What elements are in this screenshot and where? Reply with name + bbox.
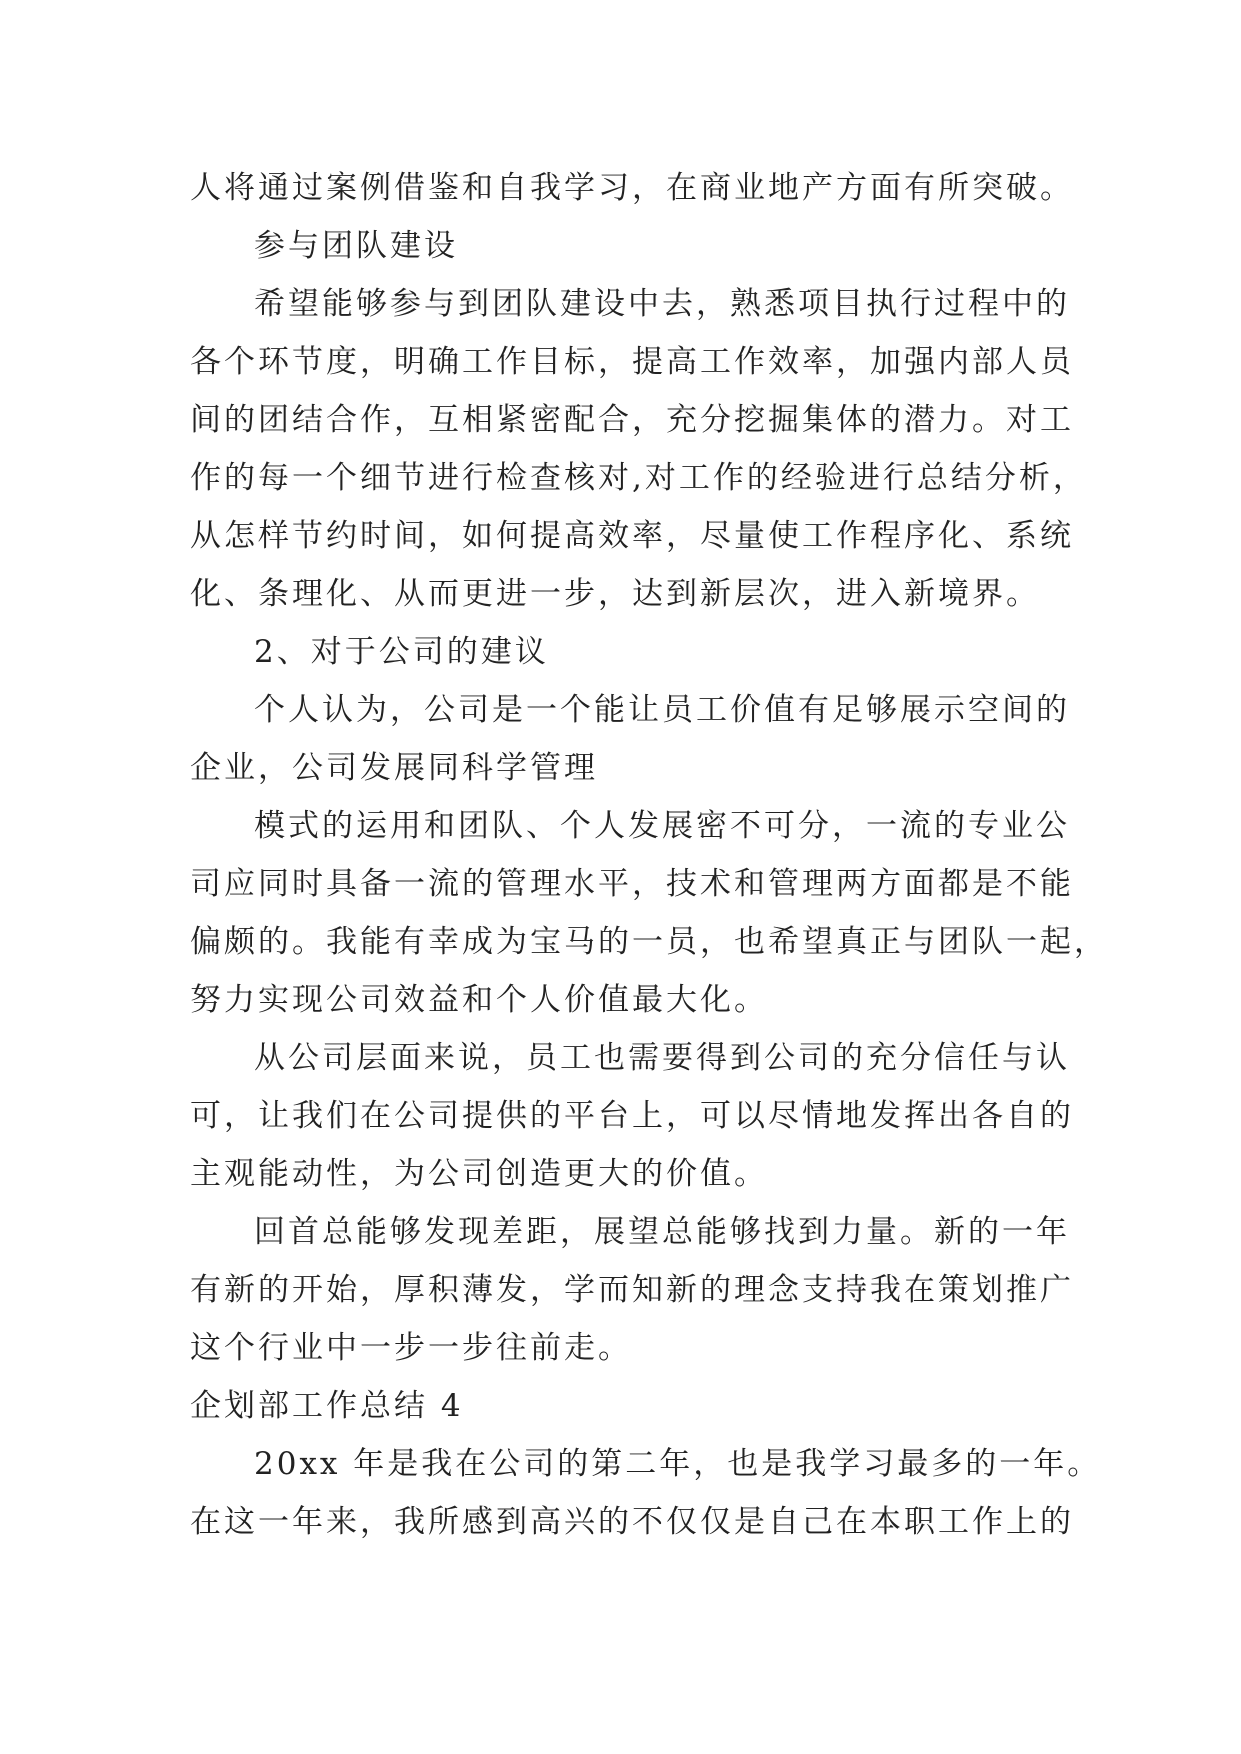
subheading: 参与团队建设 [254, 228, 458, 264]
body-text-line: 人将通过案例借鉴和自我学习，在商业地产方面有所突破。 [190, 170, 1074, 206]
body-text-line: 主观能动性，为公司创造更大的价值。 [190, 1156, 768, 1192]
body-text-line: 司应同时具备一流的管理水平，技术和管理两方面都是不能 [190, 866, 1074, 902]
body-text-line: 间的团结合作，互相紧密配合，充分挖掘集体的潜力。对工 [190, 402, 1074, 438]
subheading: 2、对于公司的建议 [254, 634, 549, 670]
body-text-line: 个人认为，公司是一个能让员工价值有足够展示空间的 [254, 692, 1070, 728]
body-text-line: 各个环节度，明确工作目标，提高工作效率，加强内部人员 [190, 344, 1074, 380]
body-text-line: 在这一年来，我所感到高兴的不仅仅是自己在本职工作上的 [190, 1504, 1074, 1540]
body-text-line: 回首总能够发现差距，展望总能够找到力量。新的一年 [254, 1214, 1070, 1250]
body-text-line: 模式的运用和团队、个人发展密不可分，一流的专业公 [254, 808, 1070, 844]
section-heading: 企划部工作总结 4 [190, 1388, 464, 1424]
body-text-line: 作的每一个细节进行检查核对,对工作的经验进行总结分析， [190, 460, 1087, 496]
body-text-line: 希望能够参与到团队建设中去，熟悉项目执行过程中的 [254, 286, 1070, 322]
body-text-line: 可，让我们在公司提供的平台上，可以尽情地发挥出各自的 [190, 1098, 1074, 1134]
body-text-line: 从怎样节约时间，如何提高效率，尽量使工作程序化、系统 [190, 518, 1074, 554]
body-text-line: 有新的开始，厚积薄发，学而知新的理念支持我在策划推广 [190, 1272, 1074, 1308]
body-text-line: 企业，公司发展同科学管理 [190, 750, 598, 786]
body-text-line: 化、条理化、从而更进一步，达到新层次，进入新境界。 [190, 576, 1040, 612]
body-text-line: 这个行业中一步一步往前走。 [190, 1330, 632, 1366]
body-text-line: 20xx 年是我在公司的第二年，也是我学习最多的一年。 [254, 1446, 1102, 1482]
body-text-line: 从公司层面来说，员工也需要得到公司的充分信任与认 [254, 1040, 1070, 1076]
body-text-line: 努力实现公司效益和个人价值最大化。 [190, 982, 768, 1018]
body-text-line: 偏颇的。我能有幸成为宝马的一员，也希望真正与团队一起， [190, 924, 1108, 960]
